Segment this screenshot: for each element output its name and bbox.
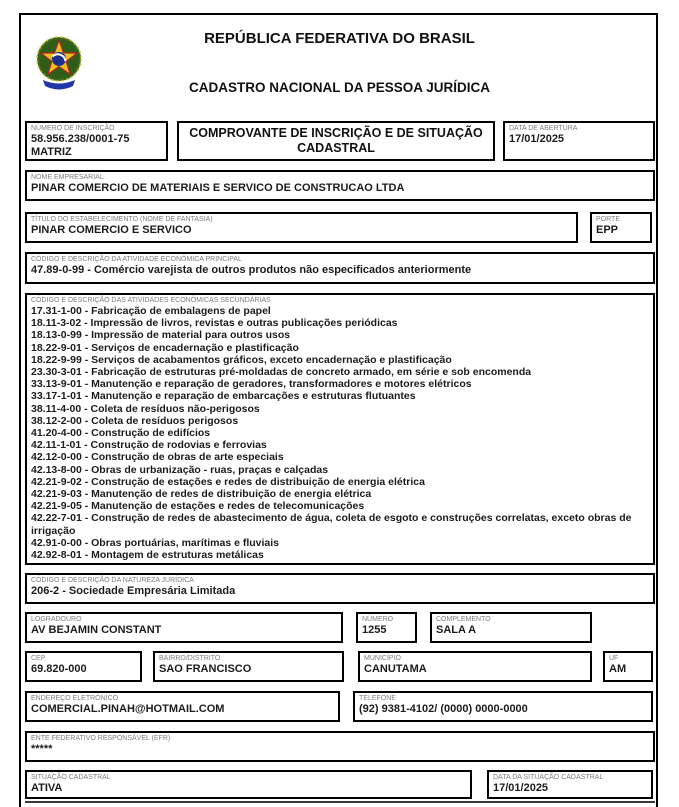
atividade-secundaria-item: 42.21-9-05 - Manutenção de estações e redes de telecomunicações [31, 500, 365, 513]
endereco-eletronico-value: COMERCIAL.PINAH@HOTMAIL.COM [31, 703, 225, 715]
atividade-secundaria-item: 17.31-1-00 - Fabricação de embalagens de papel [31, 305, 271, 317]
numero-value: 1255 [362, 624, 387, 636]
titulo-estabelecimento-label: TÍTULO DO ESTABELECIMENTO (NOME DE FANTASIA) [31, 216, 213, 223]
situacao-cadastral-label: SITUAÇÃO CADASTRAL [31, 774, 111, 781]
numero-label: NÚMERO [362, 616, 394, 623]
cep-value: 69.820-000 [31, 663, 87, 675]
efr-box [25, 731, 655, 762]
telefone-box [353, 691, 653, 722]
nome-empresarial-box [25, 170, 655, 201]
uf-label: UF [609, 655, 619, 662]
atividade-secundaria-item: 33.13-9-01 - Manutenção e reparação de geradores, transformadores e motores elétricos [31, 378, 472, 391]
comprovante-title: COMPROVANTE DE INSCRIÇÃO E DE SITUAÇÃO CADASTRAL [189, 126, 483, 155]
endereco-eletronico-label: ENDEREÇO ELETRÔNICO [31, 695, 119, 702]
porte-box [590, 212, 652, 243]
numero-box [356, 612, 417, 643]
atividade-secundaria-item: 42.22-7-01 - Construção de redes de abastecimento de água, coleta de esgoto e construções correlatas, exceto obras de irrigação [31, 512, 632, 537]
numero-inscricao-box [25, 121, 168, 161]
atividade-secundaria-item: 33.17-1-01 - Manutenção e reparação de embarcações e estruturas flutuantes [31, 390, 416, 403]
atividade-secundaria-item: 18.22-9-99 - Serviços de acabamentos gráficos, exceto encadernação e plastificação [31, 353, 452, 366]
atividade-secundaria-item: 42.92-8-01 - Montagem de estruturas metálicas [31, 549, 264, 562]
atividade-secundaria-item: 38.12-2-00 - Coleta de resíduos perigosos [31, 414, 239, 427]
atividade-secundaria-item: 42.12-0-00 - Construção de obras de arte especiais [31, 451, 284, 464]
cnpj-registry-title: CADASTRO NACIONAL DA PESSOA JURÍDICA [188, 80, 491, 95]
atividade-secundaria-item: 23.30-3-01 - Fabricação de estruturas pré-moldadas de concreto armado, em série e sob encomenda [31, 366, 532, 379]
complemento-value: SALA A [436, 624, 477, 636]
logradouro-label: LOGRADOURO [31, 616, 82, 623]
next-section-partial-border [25, 801, 655, 803]
atividade-principal-box [25, 252, 655, 284]
natureza-juridica-label: CÓDIGO E DESCRIÇÃO DA NATUREZA JURÍDICA [31, 577, 194, 584]
data-abertura-value: 17/01/2025 [509, 133, 565, 145]
nome-empresarial-label: NOME EMPRESARIAL [31, 174, 104, 181]
situacao-cadastral-value: ATIVA [31, 782, 63, 794]
atividade-secundaria-item: 18.11-3-02 - Impressão de livros, revistas e outras publicações periódicas [31, 317, 398, 330]
cep-box [25, 651, 142, 682]
uf-value: AM [609, 663, 627, 675]
efr-value: ***** [31, 743, 53, 755]
uf-box [603, 651, 653, 682]
bairro-distrito-label: BAIRRO/DISTRITO [159, 655, 221, 662]
natureza-juridica-value: 206-2 - Sociedade Empresária Limitada [31, 585, 236, 597]
atividade-principal-value: 47.89-0-99 - Comércio varejista de outros produtos não especificados anteriormente [31, 264, 472, 276]
atividade-principal-label: CÓDIGO E DESCRIÇÃO DA ATIVIDADE ECONÔMICA PRINCIPAL [31, 256, 242, 263]
numero-inscricao-value: 58.956.238/0001-75 [31, 133, 130, 145]
municipio-label: MUNICÍPIO [364, 655, 401, 662]
atividade-secundaria-item: 18.13-0-99 - Impressão de material para outros usos [31, 329, 291, 342]
atividades-secundarias-label: CÓDIGO E DESCRIÇÃO DAS ATIVIDADES ECONÔMICAS SECUNDÁRIAS [31, 297, 271, 304]
atividade-secundaria-item: 42.91-0-00 - Obras portuárias, marítimas e fluviais [31, 536, 280, 549]
comprovante-title-box [177, 121, 495, 161]
atividade-secundaria-item: 42.21-9-03 - Manutenção de redes de distribuição de energia elétrica [31, 488, 372, 501]
atividade-secundaria-item: 41.20-4-00 - Construção de edifícios [31, 427, 211, 440]
nome-empresarial-value: PINAR COMERCIO DE MATERIAIS E SERVICO DE CONSTRUCAO LTDA [31, 182, 405, 194]
telefone-value: (92) 9381-4102/ (0000) 0000-0000 [359, 703, 528, 715]
porte-value: EPP [596, 224, 619, 236]
atividade-secundaria-item: 42.13-8-00 - Obras de urbanização - ruas, praças e calçadas [31, 463, 329, 476]
municipio-value: CANUTAMA [364, 663, 427, 675]
logradouro-value: AV BEJAMIN CONSTANT [31, 624, 162, 636]
atividades-secundarias-box [25, 293, 655, 565]
atividade-secundaria-item: 18.22-9-01 - Serviços de encadernação e plastificação [31, 341, 299, 354]
titulo-estabelecimento-box [25, 212, 578, 243]
data-abertura-label: DATA DE ABERTURA [509, 125, 578, 132]
complemento-label: COMPLEMENTO [436, 616, 491, 623]
titulo-estabelecimento-value: PINAR COMERCIO E SERVICO [31, 224, 192, 236]
bairro-distrito-box [153, 651, 344, 682]
situacao-cadastral-box [25, 770, 472, 799]
municipio-box [358, 651, 592, 682]
atividade-secundaria-item: 38.11-4-00 - Coleta de resíduos não-perigosos [31, 402, 260, 415]
data-situacao-cadastral-label: DATA DA SITUAÇÃO CADASTRAL [493, 774, 604, 781]
efr-label: ENTE FEDERATIVO RESPONSÁVEL (EFR) [31, 735, 171, 742]
republic-title: REPÚBLICA FEDERATIVA DO BRASIL [204, 30, 475, 47]
data-situacao-cadastral-box [487, 770, 653, 799]
cep-label: CEP [31, 655, 46, 662]
logradouro-box [25, 612, 343, 643]
data-abertura-box [503, 121, 655, 161]
endereco-eletronico-box [25, 691, 340, 722]
atividade-secundaria-item: 42.21-9-02 - Construção de estações e redes de distribuição de energia elétrica [31, 475, 425, 488]
telefone-label: TELEFONE [359, 695, 396, 702]
bairro-distrito-value: SAO FRANCISCO [159, 663, 252, 675]
atividade-secundaria-item: 42.11-1-01 - Construção de rodovias e ferrovias [31, 439, 267, 452]
data-situacao-cadastral-value: 17/01/2025 [493, 782, 549, 794]
porte-label: PORTE [596, 216, 620, 223]
natureza-juridica-box [25, 573, 655, 604]
numero-inscricao-label: NÚMERO DE INSCRIÇÃO [31, 125, 115, 132]
matriz-flag: MATRIZ [31, 146, 72, 158]
complemento-box [430, 612, 592, 643]
